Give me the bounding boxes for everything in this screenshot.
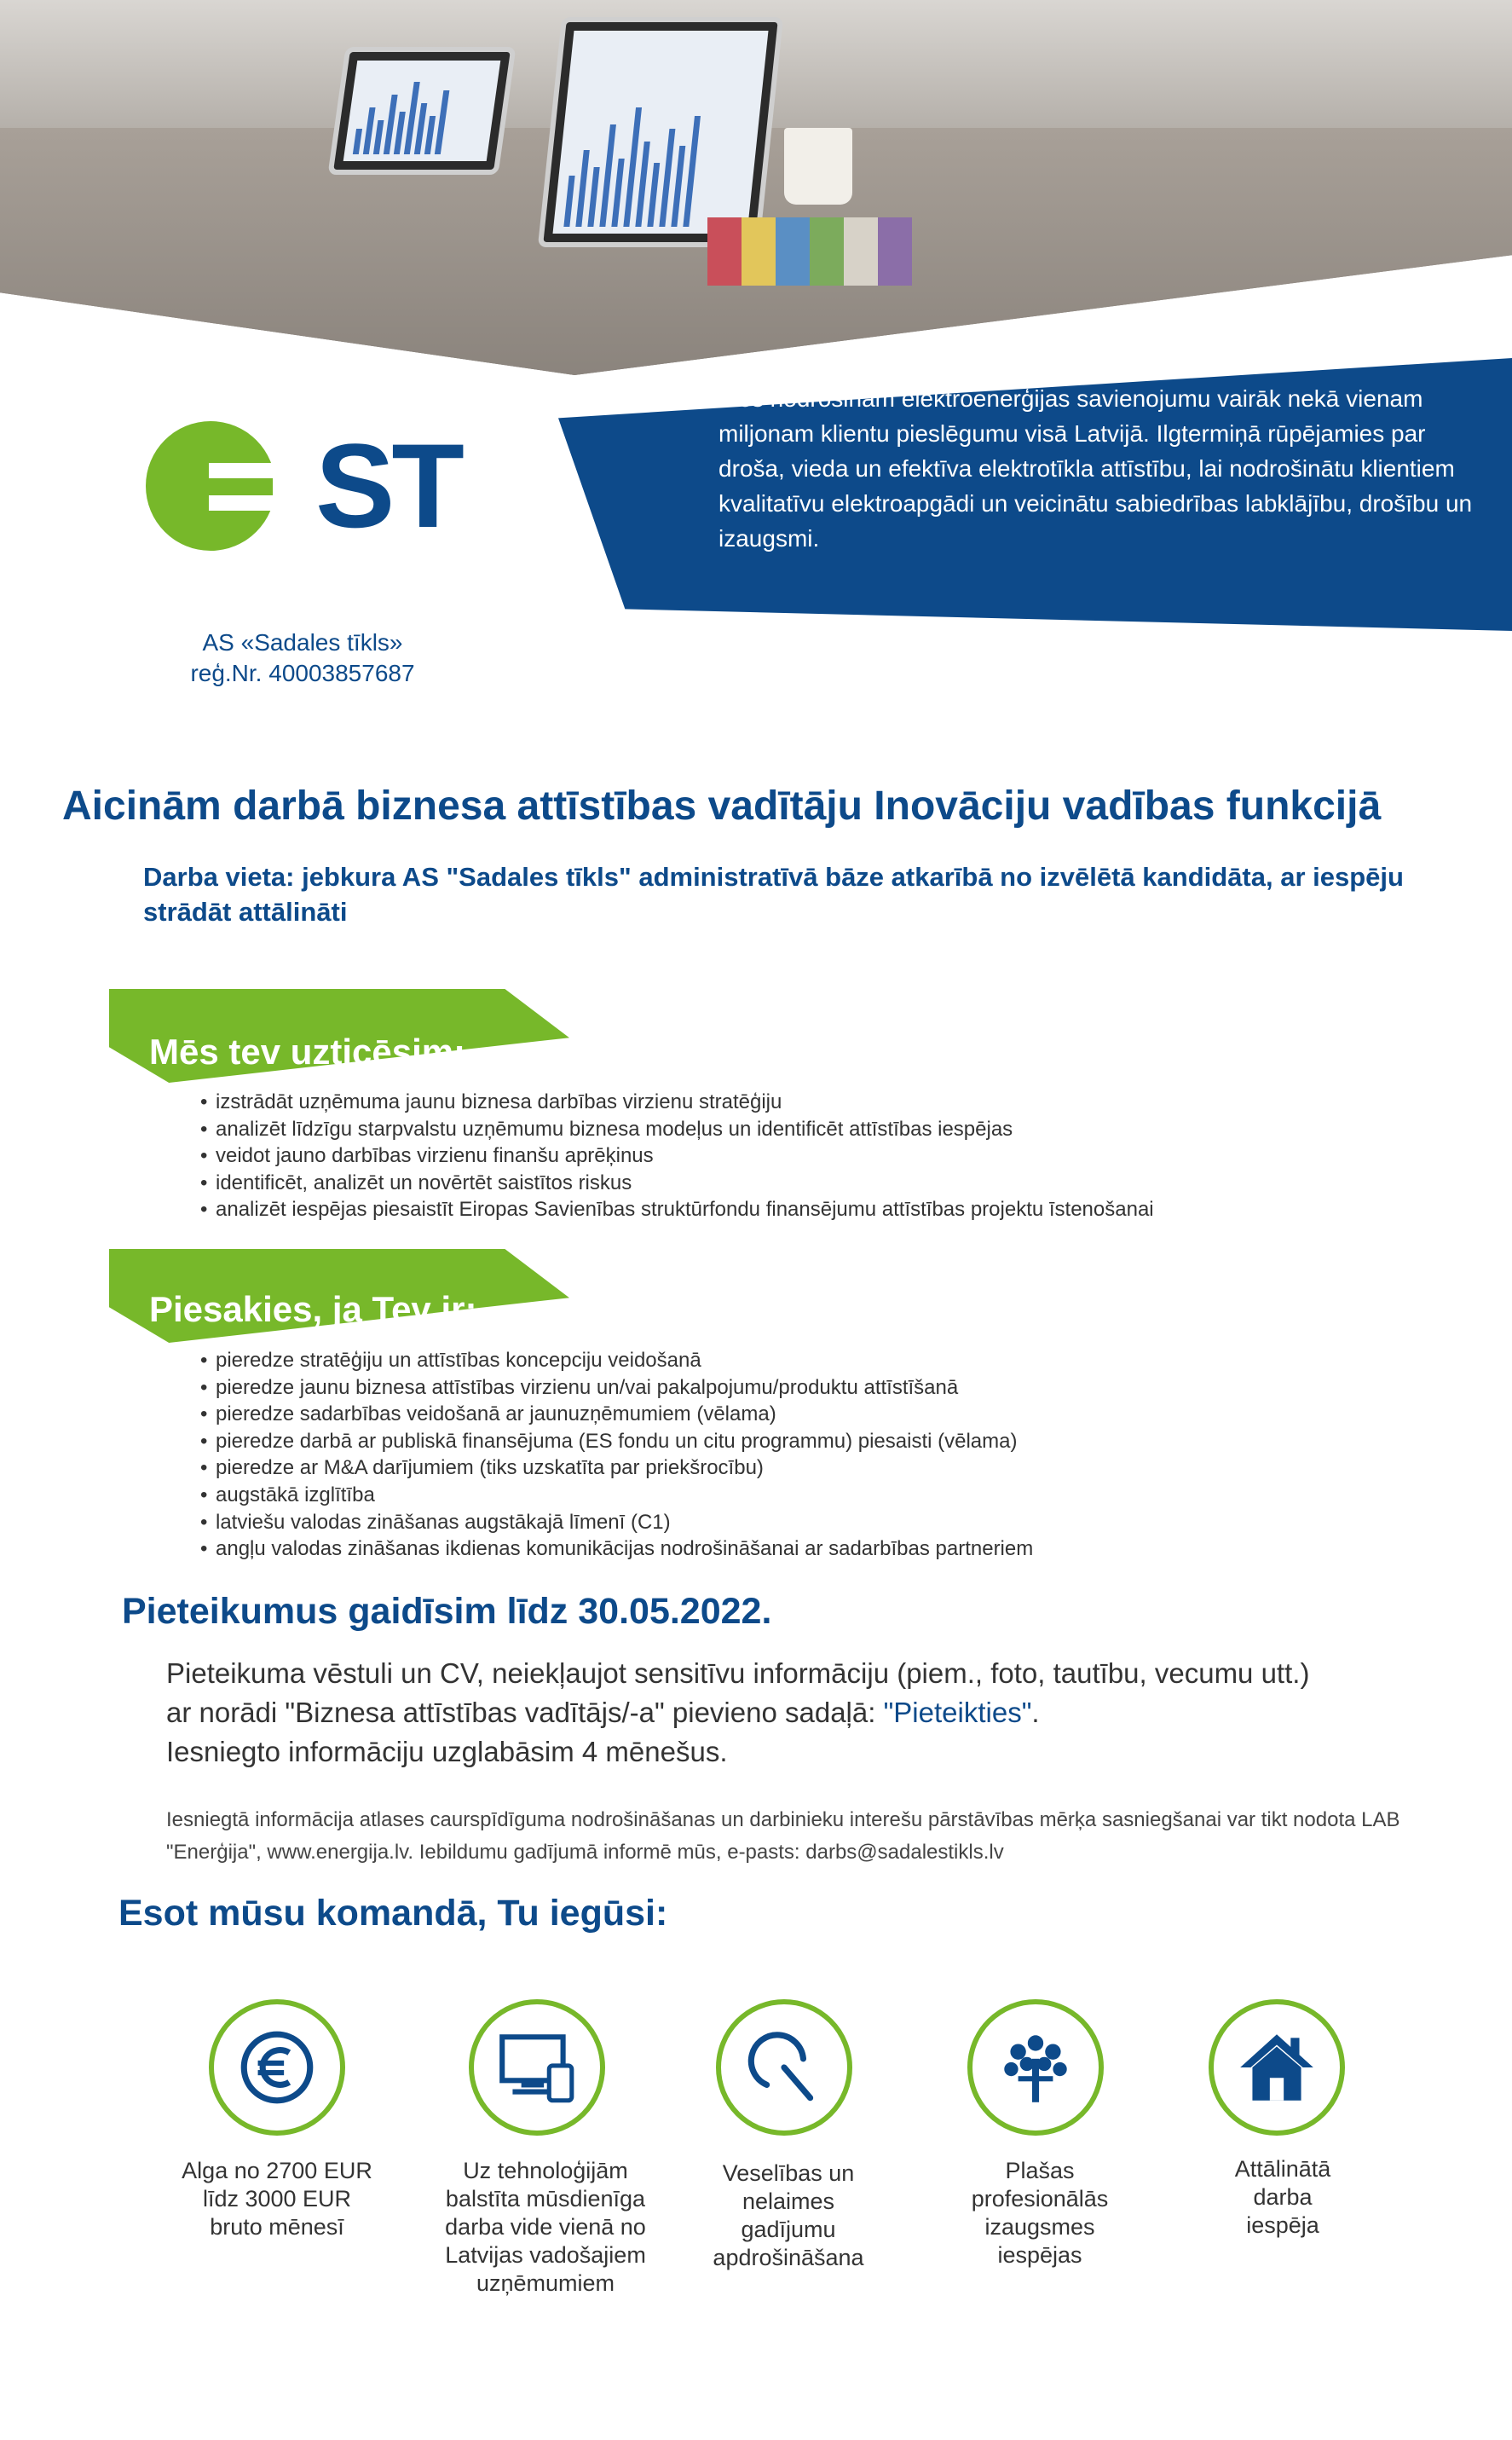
apply-line: Pieteikuma vēstuli un CV, neiekļaujot sensitīvu informāciju (piem., foto, tautību, vecumu utt.) bbox=[166, 1657, 1310, 1689]
benefit-label-remote: Attālinātā darba iespēja bbox=[1234, 2156, 1331, 2238]
devices-icon bbox=[493, 2024, 580, 2111]
benefit-icon-insurance bbox=[716, 1999, 852, 2136]
laptop-right-image bbox=[538, 17, 783, 247]
page-title: Aicinām darbā biznesa attīstības vadītāju Inovāciju vadības funkcijā bbox=[62, 783, 1382, 829]
apply-link[interactable]: "Pieteikties" bbox=[883, 1697, 1032, 1728]
list-item: • veidot jauno darbības virzienu finanšu aprēķinus bbox=[200, 1142, 1154, 1170]
list-item: • analizēt līdzīgu starpvalstu uzņēmumu biznesa modeļus un identificēt attīstības iespējas bbox=[200, 1116, 1154, 1143]
list-item: • pieredze sadarbības veidošanā ar jaunuzņēmumiem (vēlama) bbox=[200, 1401, 1033, 1428]
list-item: • latviešu valodas zināšanas augstākajā līmenī (C1) bbox=[200, 1509, 1033, 1536]
euro-icon bbox=[234, 2024, 320, 2111]
list-item: • identificēt, analizēt un novērtēt saistītos riskus bbox=[200, 1170, 1154, 1197]
apply-line: Iesniegto informāciju uzglabāsim 4 mēnešus. bbox=[166, 1736, 728, 1767]
benefit-label-growth: Plašas profesionālās izaugsmes iespējas bbox=[971, 2158, 1109, 2268]
duties-heading: Mēs tev uzticēsim: bbox=[149, 1032, 466, 1072]
workplace-text: Darba vieta: jebkura AS "Sadales tīkls" administratīvā bāze atkarībā no izvēlētā kandidāta, ar iespēju strādāt attālināti bbox=[143, 862, 1404, 927]
list-item: • augstākā izglītība bbox=[200, 1482, 1033, 1509]
hero-photo bbox=[0, 0, 1512, 375]
intro-text: Mēs nodrošinām elektroenerģijas savienojumu vairāk nekā vienam miljonam klientu pieslēgumu visā Latvijā. Ilgtermiņā rūpējamies par droša, vieda un efektīva elektrotīkla attīstību, lai nodrošinātu klientiem kvalitatīvu elektroapgādi un veicinātu sabiedrības labklājību, drošību un izaugsmi. bbox=[718, 385, 1473, 552]
benefit-icon-salary bbox=[209, 1999, 345, 2136]
benefit-label-salary: Alga no 2700 EUR līdz 3000 EUR bruto mēnesī bbox=[182, 2158, 372, 2240]
benefit-label-tech: Uz tehnoloģijām balstīta mūsdienīga darba vide vienā no Latvijas vadošajiem uzņēmumiem bbox=[445, 2158, 646, 2296]
company-info bbox=[145, 627, 460, 689]
benefits-heading: Esot mūsu komandā, Tu iegūsi: bbox=[118, 1893, 668, 1934]
application-instructions bbox=[166, 1654, 1309, 1772]
logo-letters: ST bbox=[315, 419, 461, 552]
requirements-list bbox=[200, 1347, 1033, 1563]
duties-list bbox=[200, 1089, 1154, 1223]
requirements-heading: Piesakies, ja Tev ir: bbox=[149, 1289, 477, 1329]
home-icon bbox=[1233, 2024, 1320, 2111]
umbrella-icon bbox=[741, 2024, 828, 2111]
benefit-icon-tech bbox=[469, 1999, 605, 2136]
list-item: • izstrādāt uzņēmuma jaunu biznesa darbības virzienu stratēģiju bbox=[200, 1089, 1154, 1116]
coffee-cup-image bbox=[784, 128, 852, 205]
company-reg-number: reģ.Nr. 40003857687 bbox=[190, 660, 415, 686]
sadales-tikls-logo bbox=[145, 420, 273, 552]
benefit-label-insurance: Veselības un nelaimes gadījumu apdrošināšana bbox=[713, 2160, 864, 2270]
tree-icon bbox=[992, 2024, 1079, 2111]
list-item: • analizēt iespējas piesaistīt Eiropas Savienības struktūrfondu finansējumu attīstības projektu īstenošanai bbox=[200, 1196, 1154, 1223]
deadline-heading: Pieteikumus gaidīsim līdz 30.05.2022. bbox=[122, 1591, 772, 1632]
apply-line: ar norādi "Biznesa attīstības vadītājs/-a" pievieno sadaļā: "Pieteikties". bbox=[166, 1697, 1040, 1728]
privacy-notice: Iesniegtā informācija atlases caurspīdīguma nodrošināšanas un darbinieku interešu pārstāvības mērķa sasniegšanai var tikt nodota LAB "Enerģija", www.energija.lv. Iebildumu gadījumā informē mūs, e-pasts: darbs@sadalestikls.lv bbox=[166, 1808, 1400, 1864]
benefit-icon-remote bbox=[1209, 1999, 1345, 2136]
list-item: • pieredze darbā ar publiskā finansējuma (ES fondu un citu programmu) piesaisti (vēlama) bbox=[200, 1428, 1033, 1455]
benefit-icon-growth bbox=[967, 1999, 1104, 2136]
list-item: • pieredze jaunu biznesa attīstības virzienu un/vai pakalpojumu/produktu attīstīšanā bbox=[200, 1374, 1033, 1402]
list-item: • pieredze stratēģiju un attīstības koncepciju veidošanā bbox=[200, 1347, 1033, 1374]
list-item: • pieredze ar M&A darījumiem (tiks uzskatīta par priekšrocību) bbox=[200, 1454, 1033, 1482]
laptop-left-image bbox=[327, 47, 516, 175]
list-item: • angļu valodas zināšanas ikdienas komunikācijas nodrošināšanai ar sadarbības partneriem bbox=[200, 1535, 1033, 1563]
company-name: AS «Sadales tīkls» bbox=[202, 629, 403, 656]
